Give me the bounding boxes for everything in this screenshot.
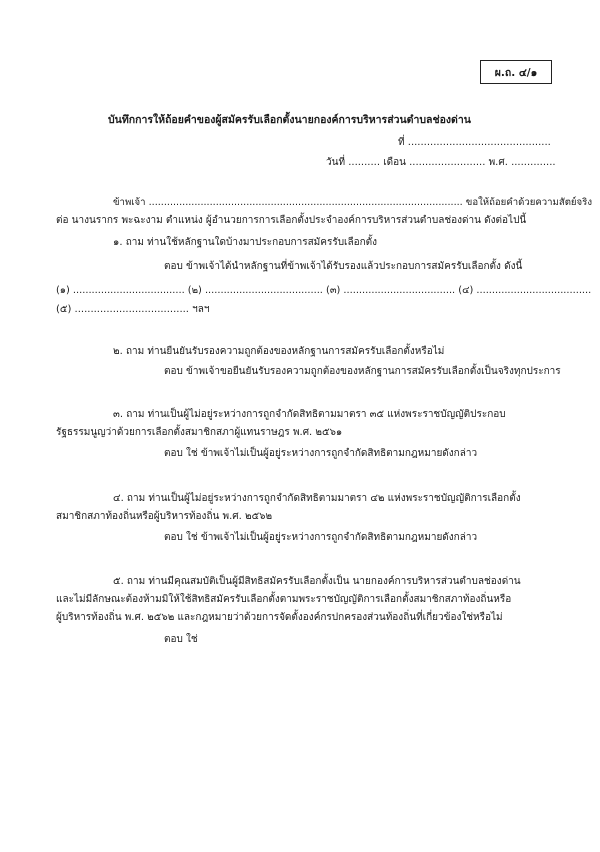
document-title: บันทึกการให้ถ้อยคำของผู้สมัครรับเลือกตั้งนายกองค์การบริหารส่วนตำบลช่องด่าน (108, 114, 471, 126)
q1-answer: ตอบ ข้าพเจ้าได้นำหลักฐานที่ข้าพเจ้าได้รับรองแล้วประกอบการสมัครรับเลือกตั้ง ดังนี้ (164, 261, 523, 272)
q5-answer: ตอบ ใช่ (164, 634, 198, 645)
q3-question: ๓. ถาม ท่านเป็นผู้ไม่อยู่ระหว่างการถูกจำกัดสิทธิตามมาตรา ๓๕ แห่งพระราชบัญญัติประกอบ (113, 409, 506, 420)
date-line: วันที่ .......... เดือน ........................ พ.ศ. .............. (326, 157, 556, 168)
q5-question: ๕. ถาม ท่านมีคุณสมบัติเป็นผู้มีสิทธิสมัครรับเลือกตั้งเป็น นายกองค์การบริหารส่วนตำบลช่องด่าน (113, 576, 521, 587)
q5-question-cont-1: และไม่มีลักษณะต้องห้ามมิให้ใช้สิทธิสมัครรับเลือกตั้งตามพระราชบัญญัติการเลือกตั้งสมาชิกสภาท้องถิ่นหรือ (56, 594, 512, 605)
q1-list-row-2: (๕) .................................... ฯลฯ (56, 304, 210, 315)
q1-list-row-1: (๑) .................................... (๒) ...................................... (๓) .................................... (๔) ..................................... (56, 285, 592, 296)
q4-answer: ตอบ ใช่ ข้าพเจ้าไม่เป็นผู้อยู่ระหว่างการถูกจำกัดสิทธิตามกฎหมายดังกล่าว (164, 532, 478, 543)
q5-question-cont-2: ผู้บริหารท้องถิ่น พ.ศ. ๒๕๖๒ และกฎหมายว่าด้วยการจัดตั้งองค์กรปกครองส่วนท้องถิ่นที่เกี่ยวข้องใช่หรือไม่ (56, 612, 503, 623)
q4-question: ๔. ถาม ท่านเป็นผู้ไม่อยู่ระหว่างการถูกจำกัดสิทธิตามมาตรา ๔๒ แห่งพระราชบัญญัติการเลือกตั้ง (113, 493, 521, 504)
q2-answer: ตอบ ข้าพเจ้าขอยืนยันรับรองความถูกต้องของหลักฐานการสมัครรับเลือกตั้งเป็นจริงทุกประการ (164, 366, 561, 377)
q3-answer: ตอบ ใช่ ข้าพเจ้าไม่เป็นผู้อยู่ระหว่างการถูกจำกัดสิทธิตามกฎหมายดังกล่าว (164, 448, 478, 459)
q1-question: ๑. ถาม ท่านใช้หลักฐานใดบ้างมาประกอบการสมัครรับเลือกตั้ง (113, 237, 378, 248)
intro-line-1: ข้าพเจ้า ....................................................................................................... ขอให้ถ้อยคำด้วยความสัตย์จริง (113, 197, 593, 208)
intro-line-2: ต่อ นางนรากร พะฉะงาม ตำแหน่ง ผู้อำนวยการการเลือกตั้งประจำองค์การบริหารส่วนตำบลช่องด่าน ดังต่อไปนี้ (56, 215, 527, 226)
q2-question: ๒. ถาม ท่านยืนยันรับรองความถูกต้องของหลักฐานการสมัครรับเลือกตั้งหรือไม่ (113, 346, 445, 357)
form-code: ผ.ถ. ๔/๑ (494, 66, 538, 79)
q4-question-cont: สมาชิกสภาท้องถิ่นหรือผู้บริหารท้องถิ่น พ.ศ. ๒๕๖๒ (56, 511, 273, 522)
at-line: ที่ ............................................. (398, 137, 551, 148)
q3-question-cont: รัฐธรรมนูญว่าด้วยการเลือกตั้งสมาชิกสภาผู้แทนราษฎร พ.ศ. ๒๕๖๑ (56, 427, 343, 438)
form-code-box (480, 60, 552, 84)
